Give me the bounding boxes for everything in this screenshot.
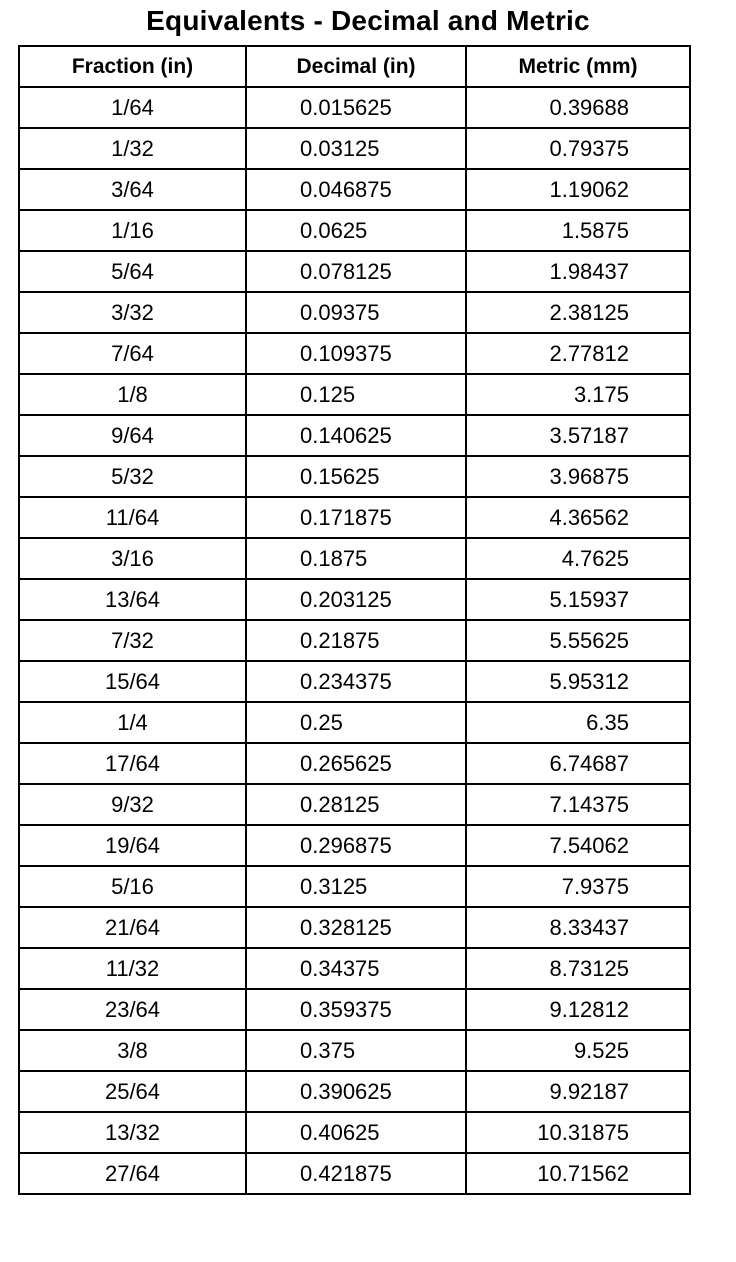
table-row: [19, 579, 690, 620]
decimal-cell: 0.015625: [246, 87, 466, 128]
metric-cell: 3.175: [466, 374, 690, 415]
metric-cell: 3.57187: [466, 415, 690, 456]
table-body: [19, 87, 690, 1194]
metric-cell: 8.33437: [466, 907, 690, 948]
table-row: [19, 1071, 690, 1112]
metric-cell: 1.5875: [466, 210, 690, 251]
fraction-cell: 5/64: [19, 251, 246, 292]
table-row: [19, 784, 690, 825]
fraction-cell: 25/64: [19, 1071, 246, 1112]
table-row: [19, 1112, 690, 1153]
table-row: [19, 661, 690, 702]
fraction-cell: 1/16: [19, 210, 246, 251]
metric-cell: 4.7625: [466, 538, 690, 579]
metric-cell: 9.12812: [466, 989, 690, 1030]
table-row: [19, 907, 690, 948]
decimal-cell: 0.1875: [246, 538, 466, 579]
header-metric: Metric (mm): [466, 46, 690, 87]
decimal-cell: 0.234375: [246, 661, 466, 702]
table-row: [19, 825, 690, 866]
decimal-cell: 0.046875: [246, 169, 466, 210]
fraction-cell: 3/64: [19, 169, 246, 210]
metric-cell: 7.9375: [466, 866, 690, 907]
header-decimal: Decimal (in): [246, 46, 466, 87]
decimal-cell: 0.203125: [246, 579, 466, 620]
metric-cell: 4.36562: [466, 497, 690, 538]
fraction-cell: 11/32: [19, 948, 246, 989]
table-row: [19, 866, 690, 907]
fraction-cell: 5/16: [19, 866, 246, 907]
fraction-cell: 19/64: [19, 825, 246, 866]
fraction-cell: 15/64: [19, 661, 246, 702]
page-title: Equivalents - Decimal and Metric: [146, 5, 590, 36]
decimal-cell: 0.359375: [246, 989, 466, 1030]
metric-cell: 1.19062: [466, 169, 690, 210]
fraction-cell: 1/4: [19, 702, 246, 743]
metric-cell: 8.73125: [466, 948, 690, 989]
metric-cell: 1.98437: [466, 251, 690, 292]
decimal-cell: 0.21875: [246, 620, 466, 661]
metric-cell: 9.525: [466, 1030, 690, 1071]
decimal-cell: 0.140625: [246, 415, 466, 456]
decimal-cell: 0.171875: [246, 497, 466, 538]
fraction-cell: 3/32: [19, 292, 246, 333]
decimal-cell: 0.3125: [246, 866, 466, 907]
table-row: [19, 497, 690, 538]
table-row: [19, 128, 690, 169]
metric-cell: 7.54062: [466, 825, 690, 866]
fraction-cell: 13/64: [19, 579, 246, 620]
fraction-cell: 21/64: [19, 907, 246, 948]
decimal-cell: 0.0625: [246, 210, 466, 251]
table-row: [19, 374, 690, 415]
decimal-cell: 0.03125: [246, 128, 466, 169]
metric-cell: 6.74687: [466, 743, 690, 784]
decimal-cell: 0.125: [246, 374, 466, 415]
decimal-cell: 0.28125: [246, 784, 466, 825]
table-row: [19, 948, 690, 989]
metric-cell: 2.77812: [466, 333, 690, 374]
fraction-cell: 23/64: [19, 989, 246, 1030]
fraction-cell: 1/32: [19, 128, 246, 169]
table-row: [19, 169, 690, 210]
metric-cell: 10.31875: [466, 1112, 690, 1153]
fraction-cell: 27/64: [19, 1153, 246, 1194]
decimal-cell: 0.34375: [246, 948, 466, 989]
decimal-cell: 0.15625: [246, 456, 466, 497]
metric-cell: 5.95312: [466, 661, 690, 702]
table-row: [19, 702, 690, 743]
metric-cell: 9.92187: [466, 1071, 690, 1112]
table-row: [19, 1030, 690, 1071]
fraction-cell: 5/32: [19, 456, 246, 497]
metric-cell: 3.96875: [466, 456, 690, 497]
fraction-cell: 13/32: [19, 1112, 246, 1153]
fraction-cell: 7/64: [19, 333, 246, 374]
decimal-cell: 0.25: [246, 702, 466, 743]
metric-cell: 0.39688: [466, 87, 690, 128]
table-row: [19, 1153, 690, 1194]
decimal-cell: 0.265625: [246, 743, 466, 784]
metric-cell: 0.79375: [466, 128, 690, 169]
metric-cell: 5.15937: [466, 579, 690, 620]
table-row: [19, 251, 690, 292]
fraction-cell: 7/32: [19, 620, 246, 661]
table-row: [19, 415, 690, 456]
decimal-cell: 0.390625: [246, 1071, 466, 1112]
table-row: [19, 620, 690, 661]
decimal-cell: 0.421875: [246, 1153, 466, 1194]
table-row: [19, 210, 690, 251]
decimal-cell: 0.078125: [246, 251, 466, 292]
table-header-row: [19, 46, 690, 87]
table-row: [19, 292, 690, 333]
table-row: [19, 333, 690, 374]
table-row: [19, 87, 690, 128]
decimal-cell: 0.109375: [246, 333, 466, 374]
fraction-cell: 9/32: [19, 784, 246, 825]
fraction-cell: 1/64: [19, 87, 246, 128]
fraction-cell: 9/64: [19, 415, 246, 456]
fraction-cell: 17/64: [19, 743, 246, 784]
decimal-cell: 0.328125: [246, 907, 466, 948]
metric-cell: 7.14375: [466, 784, 690, 825]
equivalents-table: [18, 45, 691, 1195]
table-row: [19, 743, 690, 784]
decimal-cell: 0.09375: [246, 292, 466, 333]
metric-cell: 10.71562: [466, 1153, 690, 1194]
fraction-cell: 11/64: [19, 497, 246, 538]
decimal-cell: 0.296875: [246, 825, 466, 866]
decimal-cell: 0.40625: [246, 1112, 466, 1153]
fraction-cell: 3/8: [19, 1030, 246, 1071]
metric-cell: 6.35: [466, 702, 690, 743]
header-fraction: Fraction (in): [19, 46, 246, 87]
metric-cell: 5.55625: [466, 620, 690, 661]
table-row: [19, 989, 690, 1030]
fraction-cell: 3/16: [19, 538, 246, 579]
fraction-cell: 1/8: [19, 374, 246, 415]
table-row: [19, 538, 690, 579]
table-row: [19, 456, 690, 497]
metric-cell: 2.38125: [466, 292, 690, 333]
decimal-cell: 0.375: [246, 1030, 466, 1071]
